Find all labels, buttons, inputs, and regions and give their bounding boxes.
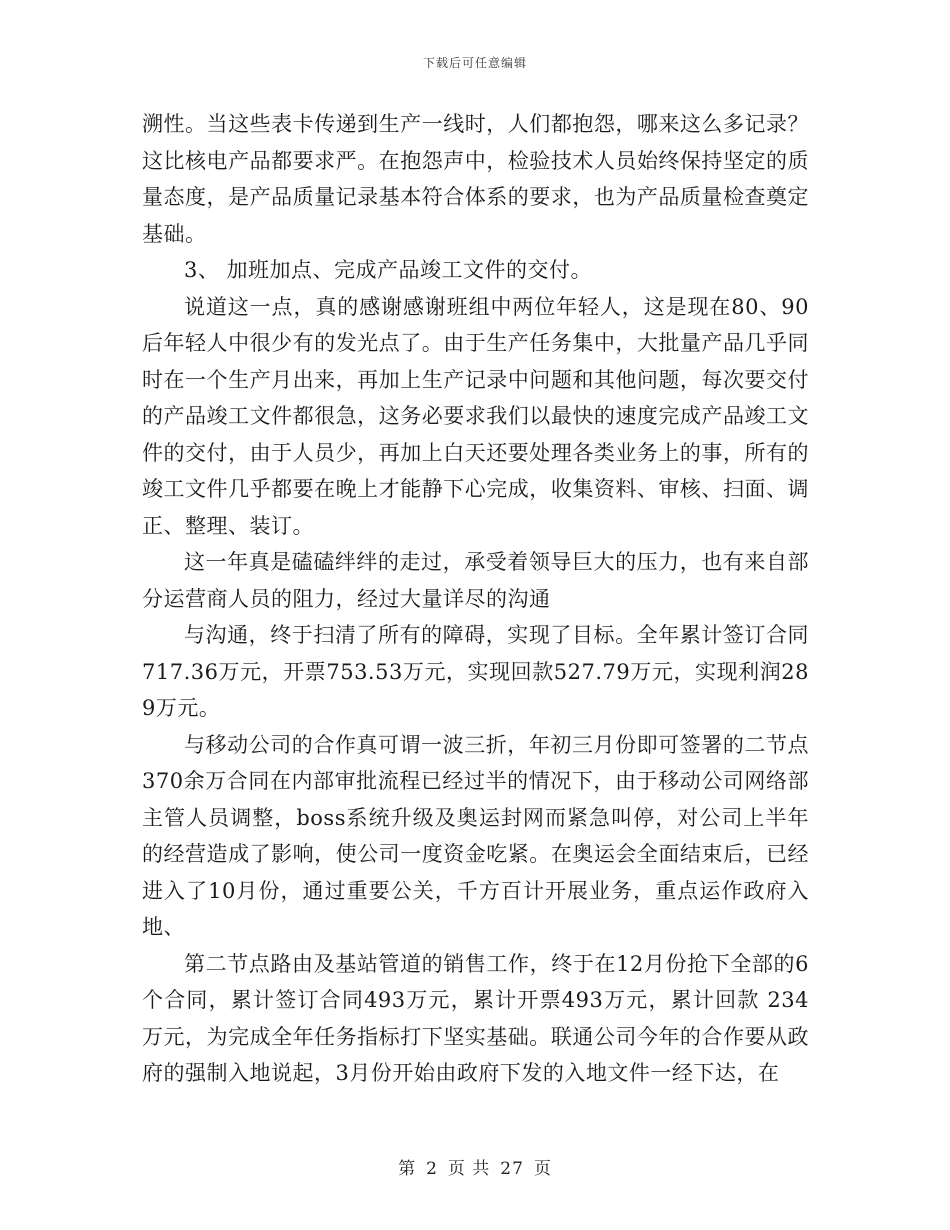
numbered-heading: 3、 加班加点、完成产品竣工文件的交付。	[184, 258, 593, 282]
page-footer	[0, 1154, 950, 1179]
paragraph: 说道这一点，真的感谢感谢班组中两位年轻人，这是现在80、90后年轻人中很少有的发光点了。由于生产任务集中，大批量产品几乎同时在一个生产月出来，再加上生产记录中问题和其他问题，每次要交付的产品竣工文件都很急，这务必要求我们以最快的速度完成产品竣工文件的交付，由于人员少，再加上白天还要处理各类业务上的事，所有的竣工文件几乎都要在晚上才能静下心完成，收集资料、审核、扫面、调正、整理、装订。	[142, 294, 809, 538]
paragraph: 与沟通，终于扫清了所有的障碍，实现了目标。全年累计签订合同717.36万元，开票753.53万元，实现回款527.79万元，实现利润289万元。	[142, 623, 809, 720]
paragraph: 这一年真是磕磕绊绊的走过，承受着领导巨大的压力，也有来自部分运营商人员的阻力，经过大量详尽的沟通	[142, 550, 809, 611]
page-header: 下载后可任意编辑	[422, 56, 527, 70]
paragraph: 与移动公司的合作真可谓一波三折，年初三月份即可签署的二节点370余万合同在内部审批流程已经过半的情况下，由于移动公司网络部主管人员调整，boss系统升级及奥运封网而紧急叫停，对公司上半年的经营造成了影响，使公司一度资金吃紧。在奥运会全面结束后，已经进入了10月份，通过重要公关，千方百计开展业务，重点运作政府入地、	[142, 732, 809, 939]
current-page-number: 2	[426, 1159, 438, 1179]
total-page-count: 27	[500, 1159, 524, 1179]
footer-prefix: 第	[398, 1159, 417, 1179]
document-body	[142, 106, 809, 1092]
paragraph: 第二节点路由及基站管道的销售工作，终于在12月份抢下全部的6个合同，累计签订合同493万元，累计开票493万元，累计回款 234万元，为完成全年任务指标打下坚实基础。联通公司今年的合作要从政府的强制入地说起，3月份开始由政府下发的入地文件一经下达，在	[142, 951, 809, 1085]
footer-middle: 页 共	[447, 1159, 491, 1179]
footer-suffix: 页	[533, 1159, 552, 1179]
paragraph: 溯性。当这些表卡传递到生产一线时，人们都抱怨，哪来这么多记录？这比核电产品都要求严。在抱怨声中，检验技术人员始终保持坚定的质量态度，是产品质量记录基本符合体系的要求，也为产品质量检查奠定基础。	[142, 112, 809, 246]
